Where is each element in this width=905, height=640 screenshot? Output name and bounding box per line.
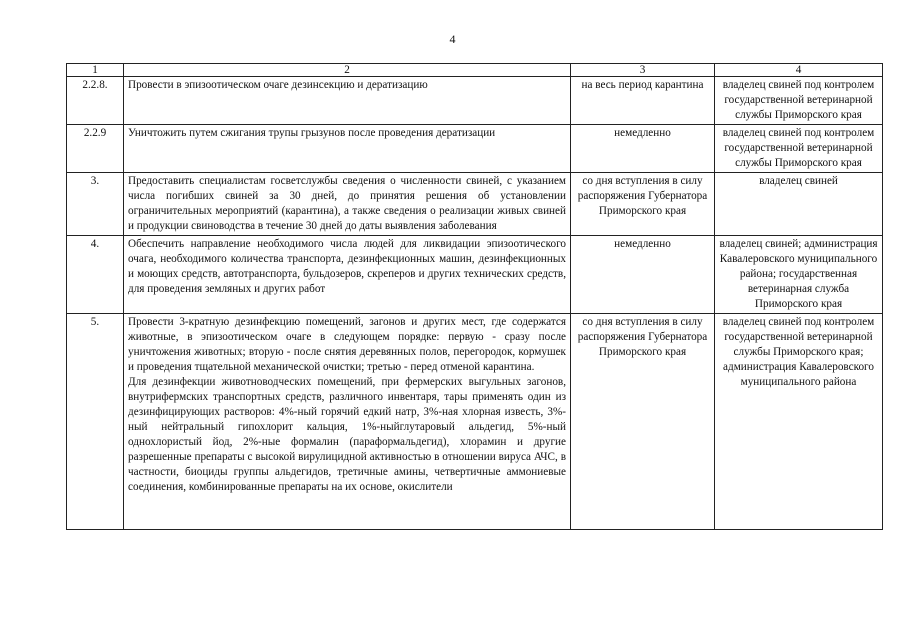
table-row <box>67 77 883 125</box>
row-description: Уничтожить путем сжигания трупы грызунов после проведения дератизации <box>124 125 571 173</box>
table-row <box>67 314 883 530</box>
row-responsible: владелец свиней под контролем государственной ветеринарной службы Приморского края <box>715 77 883 125</box>
header-col-3: 3 <box>571 64 715 77</box>
row-description-cell <box>124 314 571 530</box>
row-description: Провести в эпизоотическом очаге дезинсекцию и дератизацию <box>124 77 571 125</box>
row-number: 2.2.8. <box>67 77 124 125</box>
table-header-row <box>67 64 883 77</box>
header-col-2: 2 <box>124 64 571 77</box>
row-number: 3. <box>67 173 124 236</box>
header-col-4: 4 <box>715 64 883 77</box>
measures-table <box>66 63 883 530</box>
header-col-1: 1 <box>67 64 124 77</box>
table-row <box>67 125 883 173</box>
row-term: немедленно <box>571 125 715 173</box>
row-term: немедленно <box>571 236 715 314</box>
row-number: 4. <box>67 236 124 314</box>
page-number: 4 <box>449 32 456 46</box>
row-responsible: владелец свиней под контролем государственной ветеринарной службы Приморского края <box>715 125 883 173</box>
table-row <box>67 236 883 314</box>
row-responsible: владелец свиней <box>715 173 883 236</box>
row-description: Провести 3-кратную дезинфекцию помещений, загонов и других мест, где содержатся животные, в эпизоотическом очаге в следующем порядке: первую - сразу после уничтожения животных; вторую - после снятия деревянных полов, перегородок, кормушек и проведения тщательной механической очистки; третью - перед отменой карантина. <box>128 316 566 373</box>
row-term: со дня вступления в силу распоряжения Губернатора Приморского края <box>571 173 715 236</box>
row-description-continued: Для дезинфекции животноводческих помещений, при фермерских выгульных загонов, внутрифермских транспортных средств, различного инвентаря, тары применять один из дезинфицирующих растворов: 4%-ный горячий едкий натр, 3%-ная хлорная известь, 3%-ный нейтральный гипохлорит кальция, 1%-ныйглутаровый альдегид, 5%-ный однохлористый йод, 2%-ные формалин (параформальдегид), хлорамин и другие разрешенные препараты с высокой вирулицидной активностью в отношении вируса АЧС, в частности, биоциды группы альдегидов, третичные амины, четвертичные аммониевые соединения, комбинированные препараты на их основе, окислители <box>128 376 566 493</box>
row-responsible: владелец свиней; администрация Кавалеровского муниципального района; государственная ветеринарная служба Приморского края <box>715 236 883 314</box>
row-description-clip <box>128 315 566 528</box>
row-term: со дня вступления в силу распоряжения Губернатора Приморского края <box>571 314 715 530</box>
row-description: Предоставить специалистам госветслужбы сведения о численности свиней, с указанием числа погибших свиней за 30 дней, до принятия решения об установлении ограничительных мероприятий (карантина), а также сведения о реализации живых свиней и продукции свиноводства в течение 30 дней до даты выявления заболевания <box>124 173 571 236</box>
row-description: Обеспечить направление необходимого числа людей для ликвидации эпизоотического очага, необходимого количества транспорта, дезинфекционных машин, дезинфекционных и моющих средств, автотранспорта, бульдозеров, скреперов и других технических средств, для проведения земляных и других работ <box>124 236 571 314</box>
row-term: на весь период карантина <box>571 77 715 125</box>
row-responsible: владелец свиней под контролем государственной ветеринарной службы Приморского края; администрация Кавалеровского муниципального района <box>715 314 883 530</box>
row-number: 5. <box>67 314 124 530</box>
row-number: 2.2.9 <box>67 125 124 173</box>
table-row <box>67 173 883 236</box>
